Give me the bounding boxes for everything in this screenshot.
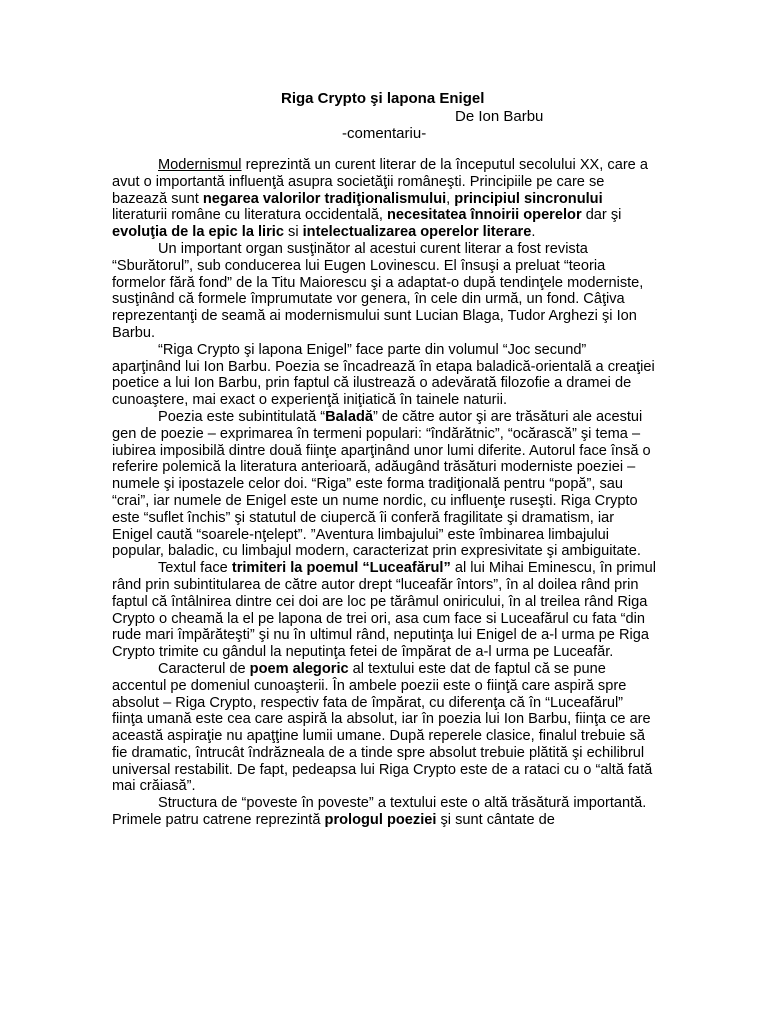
- text-segment: reprezintă un curent literar de la începutul secolului XX, care a avut o importantă influenţă asupra societăţii româneşti. Principiile pe care se bazează sunt: [112, 157, 648, 207]
- bold-text: principiul sincronului: [454, 190, 603, 207]
- document-author: De Ion Barbu: [455, 108, 544, 125]
- body-paragraph: [112, 157, 657, 241]
- bold-text: trimiteri la poemul “Luceafărul”: [231, 560, 451, 577]
- body-paragraph: [112, 661, 657, 795]
- body-paragraph: [112, 409, 657, 560]
- bold-text: necesitatea înnoirii operelor: [386, 207, 582, 224]
- text-segment: dar şi: [581, 207, 622, 224]
- text-segment: Un important organ susţinător al acestui curent literar a fost revista “Sburătorul”, sub conducerea lui Eugen Lovinescu. El însuşi a preluat “teoria formelor fără fond” de la Titu Maiorescu şi a adaptat-o după tendinţele moderniste, susţinând că formele împrumutate vor genera, în cele din urmă, un fond. Câţiva reprezentanţi de seamă ai modernismului sunt Lucian Blaga, Tudor Arghezi şi Ion Barbu.: [112, 240, 644, 341]
- body-paragraph: [112, 560, 657, 661]
- document-subtitle: -comentariu-: [342, 125, 427, 142]
- text-segment: al textului este dat de faptul că se pune accentul pe domeniul cunoaşterii. În ambele poezii este o fiinţă care aspiră spre absolut – Riga Crypto, respectiv fata de împărat, cu diferenţa că în “Luceafărul” fiinţa umană este cea care aspiră la absolut, iar în poezia lui Ion Barbu, fiinţa ce are această aspiraţie nu apaţţine lumii umane. După reperele clasice, finalul trebuie să fie dramatic, întrucât îndrăzneala de a tinde spre absolut trebuie plătită şi echilibrul universal restabilit. De fapt, pedeapsa lui Riga Crypto este de a rataci cu o “altă fată mai crăiasă”.: [112, 660, 653, 795]
- text-segment: si: [283, 224, 303, 241]
- body-paragraph: [112, 342, 657, 409]
- body-paragraph: [112, 795, 657, 829]
- text-segment: ” de către autor şi are trăsături ale acestui gen de poezie – exprimarea în termeni populari: “îndărătnic”, “ocărască” şi tema – iubirea imposibilă dintre două fiinţe aparţinând unor lumi diferite. Autorul face însă o referire polemică la literatura anterioară, adăugând trăsături moderniste poeziei – numele şi ipostazele celor doi. “Riga” este forma tradiţională pentru “popă”, sau “crai”, iar numele de Enigel este un nume nordic, cu influenţe ruseşti. Riga Crypto este “suflet închis” şi statutul de ciupercă îi conferă fragilitate şi dramatism, iar Enigel caută “soarele-nţelept”. ”Aventura limbajului” este îmbinarea limbajului popular, baladic, cu limbajul modern, caracterizat prin expresivitate şi ambiguitate.: [112, 408, 651, 560]
- document-title: Riga Crypto şi lapona Enigel: [281, 90, 485, 107]
- text-segment: Poezia este subintitulată “: [158, 408, 326, 425]
- text-segment: Caracterul de: [158, 660, 250, 677]
- text-segment: şi sunt cântate de: [436, 812, 555, 829]
- underlined-text: Modernismul: [158, 157, 242, 173]
- bold-text: prologul poeziei: [324, 812, 437, 829]
- text-segment: ,: [446, 190, 455, 207]
- bold-text: Baladă: [325, 408, 373, 425]
- bold-text: evoluţia de la epic la liric: [112, 224, 284, 241]
- bold-text: intelectualizarea operelor literare: [302, 224, 532, 241]
- document-body: [112, 157, 657, 829]
- text-segment: al lui Mihai Eminescu, în primul rând prin subintitularea de către autor drept “luceafăr întors”, în al doilea rând prin faptul că întâlnirea dintre cei doi are loc pe tărâmul oniricului, în al treilea rând Riga Crypto o cheamă la el pe lapona de trei ori, asa cum face si Luceafărul cu fata “din rude mari împărăteşti” şi nu în ultimul rând, neputinţa lui Enigel de a-l urma pe Riga Crypto trimite cu gândul la neputinţa fetei de împărat de a-l urma pe Luceafăr.: [112, 560, 656, 661]
- bold-text: poem alegoric: [249, 660, 349, 677]
- body-paragraph: [112, 241, 657, 342]
- text-segment: Structura de “poveste în poveste” a textului este o altă trăsătură importantă. Primele patru catrene reprezintă: [112, 795, 647, 829]
- text-segment: literaturii române cu literatura occidentală,: [112, 207, 387, 224]
- text-segment: .: [531, 224, 536, 241]
- bold-text: negarea valorilor tradiţionalismului: [202, 190, 447, 207]
- text-segment: “Riga Crypto şi lapona Enigel” face parte din volumul “Joc secund” aparţinând lui Ion Barbu. Poezia se încadrează în etapa baladică-orientală a creaţiei poetice a lui Ion Barbu, prin faptul că ilustrează o adevărată filozofie a dramei de cunoaştere, mai exact o experienţă iniţiatică în tainele naturii.: [112, 341, 655, 409]
- text-segment: Textul face: [158, 560, 232, 577]
